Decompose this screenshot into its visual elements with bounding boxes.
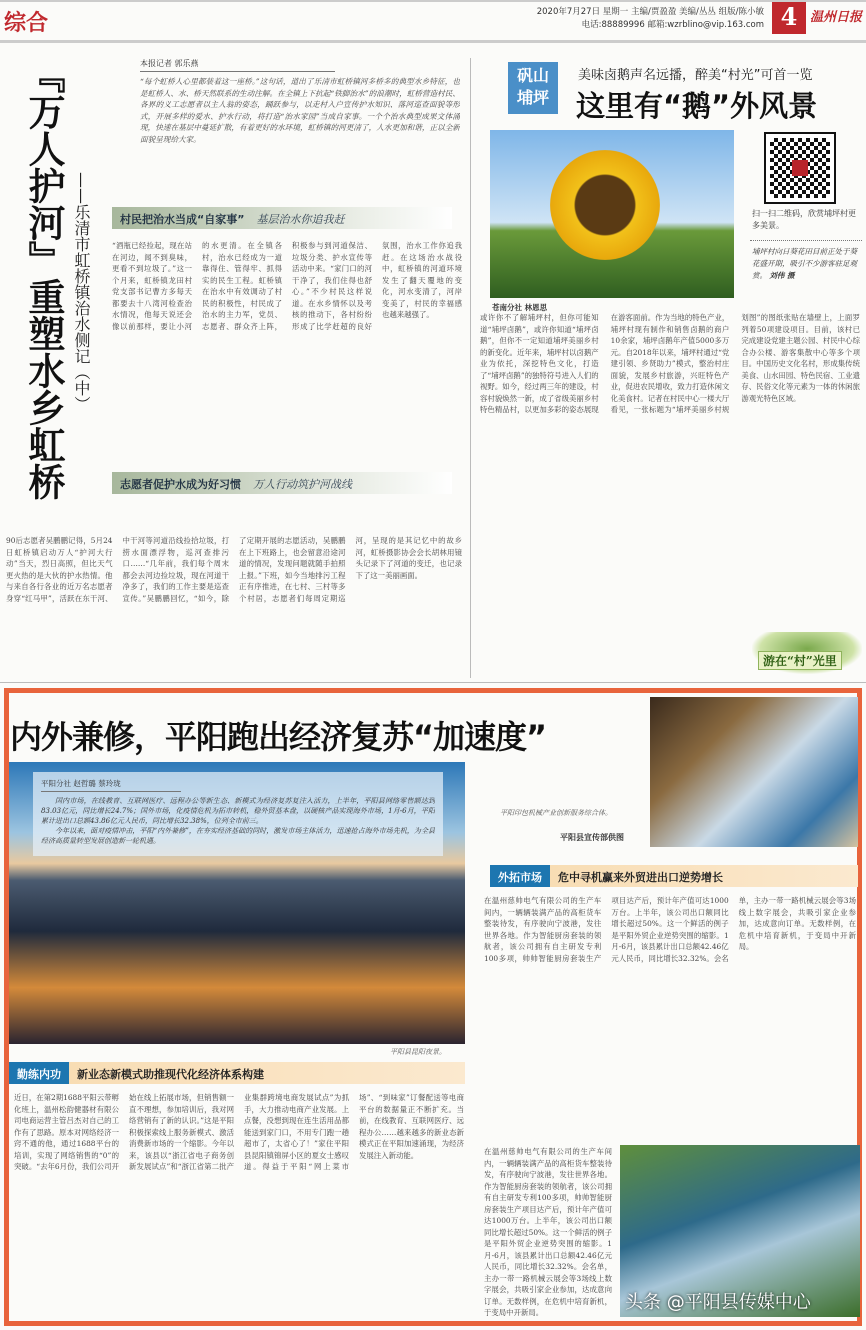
subhead-main: 村民把治水当成“自家事”	[120, 213, 245, 226]
section-title: 新业态新模式助推现代化经济体系构建	[69, 1062, 465, 1084]
section-rule	[0, 682, 866, 683]
right-photo-caption: 平阳印包机械产业创新服务综合体。	[500, 809, 612, 817]
section-title: 危中寻机赢来外贸进出口逆势增长	[550, 865, 858, 887]
banner-text: 游在“村”光里	[758, 651, 842, 670]
top-rule	[0, 0, 866, 2]
story2-kicker: 美味卤鹅声名远播，醉美“村光”可首一览	[578, 68, 813, 83]
right-photo-credit: 平阳县宣传部供图	[560, 833, 624, 842]
story1-body-2: 90后志愿者吴鹏鹏记得，5月24日虹桥镇启动万人“护河大行动”当天，烈日高照，但比天气更火热的是大伙的护水热情。他与来自各行各业的近万名志愿者身穿“红马甲”，活跃在东干河、中干河等河道沿线捡拾垃圾，打捞水面漂浮物，巡河查排污口……“几年前，我们每个周末都会去河边捡垃圾，现在河道干净多了，我们的工作主要是巡查宣传。”吴鹏鹏回忆，“如今，除了定期开展的志愿活动，吴鹏鹏在上下班路上，也会留意沿途河道的情况，发现问题就随手拍照上报。”下班，如今当地排污工程正有序推进，在七村、三村等多个村居，志愿者们每周定期巡河，呈现的是其记忆中的故乡河，虹桥摄影协会会长胡林用镜头记录下了河道的变迁，也记录下了这一美丽画面。	[6, 536, 462, 603]
city-photo-caption: 平阳县昆阳夜景。	[390, 1048, 446, 1056]
qr-caption: 扫一扫二维码，欣赏埔坪村更多美景。	[752, 209, 856, 230]
caption-text: 埔坪村向日葵花田目前正处于葵花盛开期，吸引不少游客驻足观赏。	[752, 247, 857, 280]
story1-byline: 本报记者 郭乐燕	[140, 58, 335, 72]
qr-logo	[792, 160, 808, 176]
sunflower-photo	[490, 130, 734, 298]
page-number: 4	[772, 0, 806, 34]
story1-body-1: “酒瓶已经捡起，现在站在河边，闻不到臭味，更看不到垃圾了。”这一个月来，虹桥镇龙田村党支部书记曹方多每天都要去十八湾河检查治水情况，他每天说还会像以前那样，要让小河的水更清。在全镇各村，治水已经成为一道靠得住、管得牢、抓得实的民生工程。虹桥镇在治水中有效调动了村民的积极性，村民成了治水的主力军，党员、志愿者、群众齐上阵，积极参与到河道保洁、垃圾分类、护水宣传等活动中来。“家门口的河干净了，我们住得也舒心。”不少村民这样说道。在水乡情怀以及考核的推动下，各村纷纷形成了比学赶超的良好氛围，治水工作你追我赶。在这场治水战役中，虹桥镇的河道环境发生了翻天覆地的变化，河水变清了，河岸变美了，村民的幸福感也越来越强了。	[112, 241, 462, 331]
section-right-body: 在温州慈帅电气有限公司的生产车间内，一辆辆装满产品的高柜货车整装待发，有序驶向宁波港，发往世界各地。作为智能厨房套装的领航者，该公司拥有自主研发专利100多项，帅帅智能厨房套装生产项目达产后，预计年产值可达1000万台。上半年，该公司出口额同比增长超过50%。这一个鲜活的例子是平阳外贸企业逆势突围的缩影。1月-6月，该县累计出口总额42.46亿元人民币，同比增长32.32%。会名单，主办一带一路机械云展会等3场线上数字展会，共吸引家企业参加，达成意向订单。无数样例，在危机中培育新机，于变局中开新局。	[484, 896, 856, 963]
intro-paragraph: 国内市场，在线教育、互联网医疗、远程办公等新生态、新模式为经济复苏复注入活力，上半年，平阳县网络零售额达到83.03亿元，同比增长24.7%；国外市场，化疫情危机为拓市转机，稳外贸基本盘，以硬核产品实现海外市场，1月-6月，平阳累计进出口总额43.86亿元人民币，同比增长32.38%，位列全市前三。	[41, 797, 435, 825]
intro-box	[33, 772, 443, 856]
city-night-photo	[9, 762, 465, 1044]
section-title: 综合	[4, 11, 49, 36]
story1-intro: “每个虹桥人心里都装着这一座桥。”这句话，道出了乐清市虹桥镇河多桥多的典型水乡特征，也是虹桥人、水、桥天然联系的生动注解。在全镇上下抗起“铁脚治水”的浪潮时，虹桥营造村民、各界的义工志愿者以主人翁的姿态，踊跃参与，以走村入户宣传护水知识、落河巡查面貌等形式，开展多样的爱水、护水行动，将打造“治水家园”当成自家事。一个个治水典型成果文体涌现，快速在基层中蔓延扩散，有着更好的水环境，虹桥镇的河更清了，人水更加和谐，正以全新面貌呈现给大家。	[140, 77, 460, 144]
story3-byline: 平阳分社 赵哲璐 蔡玲珑	[41, 778, 181, 792]
section-right-body-cont: 在温州慈帅电气有限公司的生产车间内，一辆辆装满产品的高柜货车整装待发，有序驶向宁波港，发往世界各地。作为智能厨房套装的领航者，该公司拥有自主研发专利100多项，帅帅智能厨房套装生产项目达产后，预计年产值可达1000万台。上半年，该公司出口额同比增长超过50%。这一个鲜活的例子是平阳外贸企业逆势突围的缩影。1月-6月，该县累计出口总额42.46亿元人民币，同比增长32.32%。会名单，主办一带一路机械云展会等3场线上数字展会，共吸引家企业参加，达成意向订单。无数样例，在危机中培育新机，于变局中开新局。	[484, 1147, 612, 1317]
story2-headline: 这里有“鹅”外风景	[576, 89, 818, 123]
subhead-sub: 万人行动筑护河战线	[253, 478, 352, 491]
intro-paragraph: 今年以来，面对疫情冲击，平阳“内外兼修”，在夯实经济基础的同时，激发市场主体活力，迅速抢占海外市场先机，为全县经济高质量转型发展创造新一轮机遇。	[41, 827, 435, 845]
paper-logo: 温州日报	[810, 10, 863, 25]
sunflower-icon	[550, 150, 660, 260]
story1-subhead-2	[112, 472, 452, 494]
qr-code-icon	[766, 134, 834, 202]
section-label: 外拓市场	[490, 865, 550, 887]
section-left-header	[9, 1062, 465, 1084]
story2-tag: 矾山埔坪	[508, 62, 558, 114]
subhead-sub: 基层治水你追我赶	[256, 213, 345, 226]
story1-headline: 『万人护河』重塑水乡虹桥	[22, 56, 65, 500]
section-left-body: 近日，在第2期1688平阳云带孵化班上，温州松韵健器材有限公司电商运营主管吕杰对自己的工作有了思路。原本对网络经济一窍不通的他，通过1688平台的培训，实现了网络销售的“0”的突破。“去年6月份，我们公司开始在线上拓展市场，但销售额一直不理想，参加培训后，我对网络营销有了新的认识。”这是平阳积极探索线上服务新模式、激活消费新市场的一个缩影。今年以来，该县以“浙江省电子商务创新发展试点”和“浙江省第二批产业集群跨境电商发展试点”为抓手，大力推动电商产业发展。上点餐，没想到现在连生活用品都能送到家门口，不用专门跑一趟超市了，太省心了！”家住平阳县昆阳镇锦屏小区的夏女士感叹道。得益于平阳“网上菜市场”、“到味家”订餐配送等电商平台的数据量正不断扩充。当前，在线教育、互联网医疗、远程办公……越来越多的新业态新模式正在平阳加速涌现，为经济发展注入新动能。	[14, 1093, 464, 1171]
caption-rule	[750, 240, 862, 241]
section-label: 勤练内功	[9, 1062, 69, 1084]
story1-subtitle: ——乐清市虹桥镇治水侧记（中）	[72, 172, 91, 412]
village-illustration	[752, 632, 862, 674]
section-right-header	[490, 865, 858, 887]
contact-line: 电话:88889996 邮箱:wzrblino@vip.163.com	[581, 20, 764, 30]
story2-photo-caption	[752, 246, 864, 282]
story3-headline: 内外兼修，平阳跑出经济复苏“加速度”	[10, 718, 547, 756]
story1-subhead-1	[112, 207, 452, 229]
masthead-info	[537, 6, 764, 32]
innovation-center-photo	[650, 697, 858, 847]
column-divider	[470, 58, 471, 678]
date-line: 2020年7月27日 星期一 主编/贾盈盈 美编/丛丛 组版/陈小敏	[536, 7, 764, 17]
watermark: 头条 @平阳县传媒中心	[625, 1292, 811, 1313]
subhead-main: 志愿者促护水成为好习惯	[120, 478, 241, 491]
header-rule	[0, 40, 866, 43]
story2-photo-credit: 苍南分社 林恩思	[492, 303, 548, 312]
photographer: 刘伟 摄	[769, 271, 795, 280]
story2-body: 或许你不了解埔坪村，但你可能知道“埔坪卤鹅”，或许你知道“埔坪卤鹅”，但你不一定知道埔坪美丽乡村的新变化。近年来，埔坪村以卤鹅产业为依托，深挖特色文化，打造了“埔坪卤鹅”的独特符号进入人们的视野。如今，经过两三年的建设，村容村貌焕然一新，成了省级美丽乡村特色精品村，以更加多彩的姿态展现在游客面前。作为当地的特色产业，埔坪村现有制作和销售卤鹅的商户10余家，埔坪卤鹅年产值5000多万元。自2018年以来，埔坪村通过“党建引领、乡贤助力”模式，整治村庄面貌，发展乡村旅游，兴旺特色产业，促进农民增收，致力打造休闲文化美食村。记者在村民中心一楼大厅看见，一张标题为“埔坪美丽乡村规划图”的图纸张贴在墙壁上，上面罗列着50项建设项目。目前，该村已完成建设党建主题公园、村民中心综合办公楼、游客集散中心等多个项目。中国历史文化名村，形成集传统美食、山水田园、特色民宿、工业遗存、民俗文化等元素为一体的休闲旅游观光特色区域。	[480, 313, 860, 414]
